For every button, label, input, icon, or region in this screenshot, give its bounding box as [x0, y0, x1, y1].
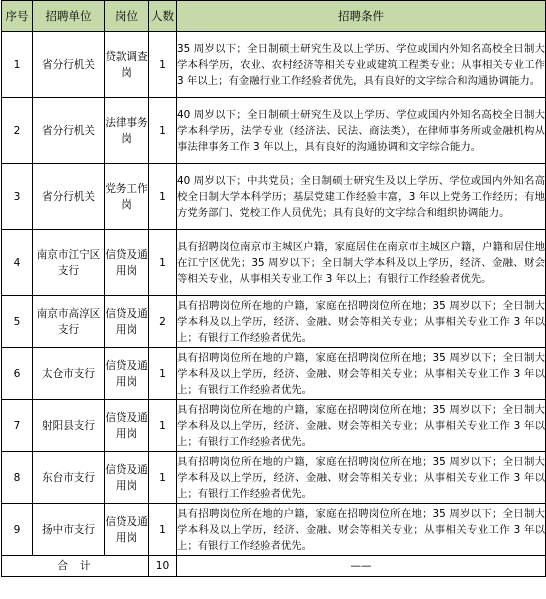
header-position: 岗位 — [105, 1, 149, 32]
row-unit: 扬中市支行 — [33, 504, 105, 556]
total-label: 合计 — [2, 556, 149, 577]
row-count: 1 — [149, 400, 177, 452]
row-requirements: 具有招聘岗位所在地的户籍，家庭在招聘岗位所在地；35 周岁以下；全日制大学本科及以上学历，经济、金融、财会等相关专业；从事相关专业工作 3 年以上；有银行工作经验者优先。 — [177, 296, 546, 348]
row-index: 7 — [2, 400, 33, 452]
row-index: 2 — [2, 98, 33, 164]
row-position: 信贷及通用岗 — [105, 400, 149, 452]
table-row — [2, 164, 546, 230]
row-requirements: 35 周岁以下；全日制硕士研究生及以上学历、学位或国内外知名高校全日制大学本科学历，农业、农村经济等相关专业或建筑工程类专业；从事相关专业工作 3 年以上；有金融行业工作经验者优先，具有良好的文字综合和沟通协调能力。 — [177, 32, 546, 98]
header-index: 序号 — [2, 1, 33, 32]
row-count: 1 — [149, 164, 177, 230]
row-position: 信贷及通用岗 — [105, 348, 149, 400]
total-row — [2, 556, 546, 577]
row-unit: 省分行机关 — [33, 98, 105, 164]
row-index: 6 — [2, 348, 33, 400]
table-row — [2, 296, 546, 348]
table-row — [2, 348, 546, 400]
row-unit: 省分行机关 — [33, 32, 105, 98]
row-index: 9 — [2, 504, 33, 556]
row-unit: 南京市江宁区支行 — [33, 230, 105, 296]
table-header — [2, 1, 546, 32]
row-index: 5 — [2, 296, 33, 348]
header-count: 人数 — [149, 1, 177, 32]
table-row — [2, 32, 546, 98]
row-requirements: 具有招聘岗位所在地的户籍，家庭在招聘岗位所在地；35 周岁以下；全日制大学本科及以上学历，经济、金融、财会等相关专业；从事相关专业工作 3 年以上；有银行工作经验者优先。 — [177, 400, 546, 452]
row-index: 8 — [2, 452, 33, 504]
total-count: 10 — [149, 556, 177, 577]
row-index: 4 — [2, 230, 33, 296]
row-index: 3 — [2, 164, 33, 230]
row-requirements: 具有招聘岗位南京市主城区户籍，家庭居住在南京市主城区户籍，户籍和居住地在江宁区优先；35 周岁以下；全日制大学本科及以上学历，经济、金融、财会等相关专业，从事相关专业工作 3 年以上；有银行工作经验者优先。 — [177, 230, 546, 296]
table-row — [2, 452, 546, 504]
header-row — [2, 1, 546, 32]
row-position: 信贷及通用岗 — [105, 230, 149, 296]
row-requirements: 40 周岁以下；全日制硕士研究生及以上学历、学位或国内外知名高校全日制大学本科学历，法学专业（经济法、民法、商法类），在律师事务所或金融机构从事法律事务工作 3 年以上，具有良好的沟通协调和文字综合能力。 — [177, 98, 546, 164]
row-unit: 太仓市支行 — [33, 348, 105, 400]
row-position: 信贷及通用岗 — [105, 504, 149, 556]
table-row — [2, 98, 546, 164]
row-requirements: 具有招聘岗位所在地的户籍，家庭在招聘岗位所在地；35 周岁以下；全日制大学本科及以上学历，经济、金融、财会等相关专业；从事相关专业工作 3 年以上；有银行工作经验者优先。 — [177, 504, 546, 556]
row-requirements: 具有招聘岗位所在地的户籍，家庭在招聘岗位所在地；35 周岁以下；全日制大学本科及以上学历，经济、金融、财会等相关专业；从事相关专业工作 3 年以上；有银行工作经验者优先。 — [177, 452, 546, 504]
row-count: 2 — [149, 296, 177, 348]
table-row — [2, 230, 546, 296]
header-unit: 招聘单位 — [33, 1, 105, 32]
row-unit: 射阳县支行 — [33, 400, 105, 452]
table-row — [2, 504, 546, 556]
row-position: 信贷及通用岗 — [105, 452, 149, 504]
table-body — [2, 32, 546, 577]
row-unit: 南京市高淳区支行 — [33, 296, 105, 348]
row-count: 1 — [149, 504, 177, 556]
row-requirements: 40 周岁以下；中共党员；全日制硕士研究生及以上学历、学位或国内外知名高校全日制大学本科学历；基层党建工作经验丰富，3 年以上党务工作经历；有地方党务部门、党校工作人员优先；具有良好的文字综合和组织协调能力。 — [177, 164, 546, 230]
recruitment-table — [1, 0, 546, 577]
row-requirements: 具有招聘岗位所在地的户籍，家庭在招聘岗位所在地；35 周岁以下；全日制大学本科及以上学历，经济、金融、财会等相关专业；从事相关专业工作 3 年以上；有银行工作经验者优先。 — [177, 348, 546, 400]
row-index: 1 — [2, 32, 33, 98]
table-row — [2, 400, 546, 452]
row-count: 1 — [149, 348, 177, 400]
row-unit: 东台市支行 — [33, 452, 105, 504]
row-count: 1 — [149, 230, 177, 296]
row-count: 1 — [149, 98, 177, 164]
row-position: 法律事务岗 — [105, 98, 149, 164]
row-position: 信贷及通用岗 — [105, 296, 149, 348]
row-position: 贷款调查岗 — [105, 32, 149, 98]
total-requirements: —— — [177, 556, 546, 577]
row-position: 党务工作岗 — [105, 164, 149, 230]
row-count: 1 — [149, 452, 177, 504]
row-count: 1 — [149, 32, 177, 98]
row-unit: 省分行机关 — [33, 164, 105, 230]
header-requirements: 招聘条件 — [177, 1, 546, 32]
